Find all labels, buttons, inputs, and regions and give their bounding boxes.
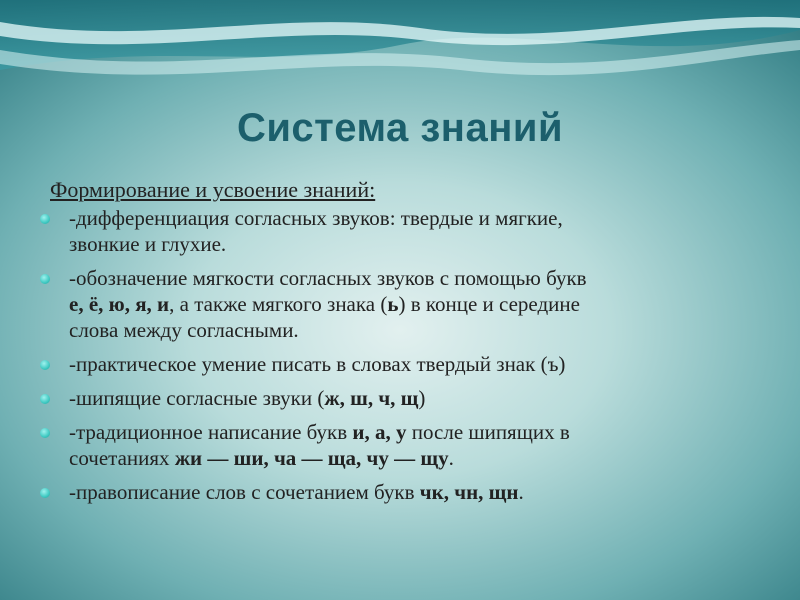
item-letters: и, а, у (352, 420, 407, 444)
list-item (40, 479, 740, 505)
item-text: ) (418, 386, 426, 410)
list-item (40, 351, 740, 377)
item-letters: ь (387, 292, 399, 316)
list-item (40, 419, 740, 471)
slide-title: Система знаний (236, 106, 564, 150)
bullet-dot-icon (40, 214, 50, 224)
item-text: сочетаниях (69, 446, 175, 470)
item-text: -практическое умение писать в словах твердый знак (ъ) (69, 352, 566, 376)
item-text: -обозначение мягкости согласных звуков с помощью букв (69, 266, 587, 290)
item-text: . (448, 446, 454, 470)
list-item (40, 205, 740, 257)
list-item (40, 385, 740, 411)
item-text: ) в конце и середине (398, 292, 580, 316)
item-text: -традиционное написание букв (69, 420, 353, 444)
item-text: . (518, 480, 524, 504)
bullet-dot-icon (40, 360, 50, 370)
item-letters: ж, ш, ч, щ (324, 386, 419, 410)
item-text: -дифференциация согласных звуков: твердые и мягкие, (69, 206, 563, 230)
list-item (40, 265, 740, 343)
bullet-dot-icon (40, 428, 50, 438)
decorative-wave-banner (0, 0, 800, 120)
bullet-list (40, 205, 740, 513)
item-text: после шипящих в (406, 420, 570, 444)
bullet-dot-icon (40, 274, 50, 284)
item-letters: чк, чн, щн (419, 480, 519, 504)
item-combos: жи — ши, ча — ща, чу — щу (174, 446, 449, 470)
item-letters: е, ё, ю, я, и (69, 292, 170, 316)
bullet-dot-icon (40, 394, 50, 404)
bullet-dot-icon (40, 488, 50, 498)
item-text: -шипящие согласные звуки ( (69, 386, 325, 410)
item-text: слова между согласными. (69, 318, 299, 342)
item-text: -правописание слов с сочетанием букв (69, 480, 420, 504)
item-text: , а также мягкого знака ( (169, 292, 388, 316)
item-text: звонкие и глухие. (69, 232, 227, 256)
slide-subtitle: Формирование и усвоение знаний: (50, 177, 376, 202)
